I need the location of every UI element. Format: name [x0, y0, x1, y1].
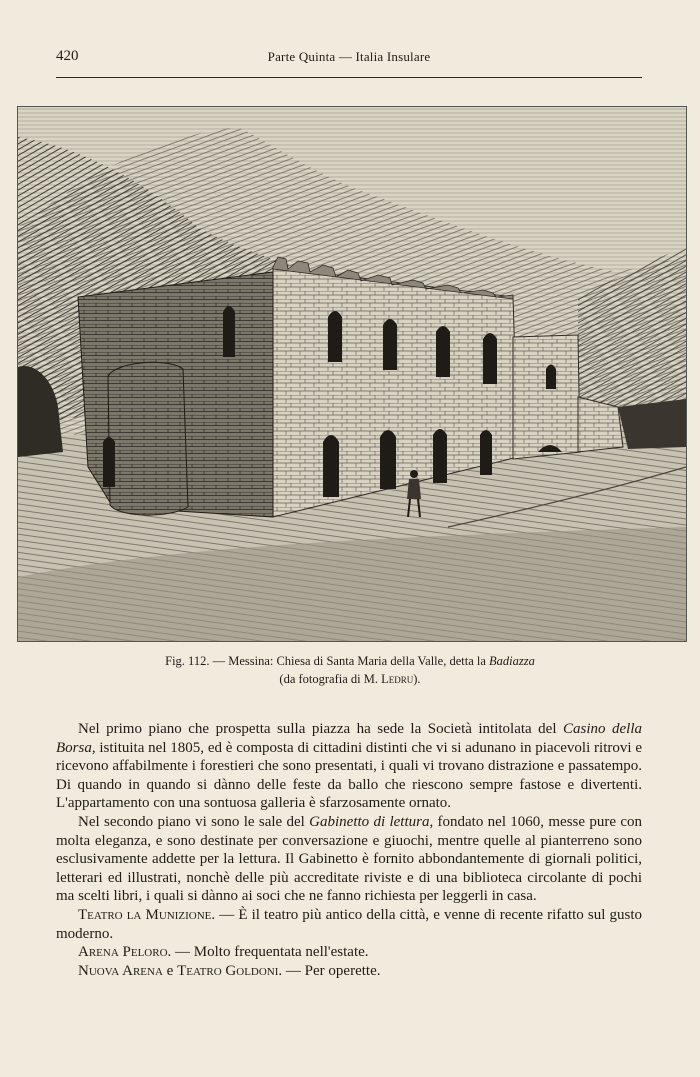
- paragraph-casino: [56, 720, 642, 813]
- page-number: 420: [56, 48, 79, 64]
- caption-italic: Badiazza: [489, 654, 535, 668]
- p5-mid: e: [162, 962, 178, 979]
- p3-text: — È il teatro più antico della città, e venne di recente rifatto sul gusto moderno.: [56, 906, 642, 942]
- p4-text: — Molto frequentata nell'estate.: [171, 944, 369, 961]
- p5-heading-2: Teatro Goldoni.: [177, 962, 283, 979]
- church-engraving: [18, 107, 686, 641]
- page-header: [56, 48, 642, 68]
- church-right-annex: [513, 335, 580, 459]
- caption-line-2: [80, 670, 620, 688]
- p2-text-b: , fondato nel 1060, messe pure con molta eleganza, e sono destinate per conversazione e giuochi, mentre quelle al pianterreno sono esclusivamente addette per la lettura. Il Gabinetto è fornito abbondantemente di giornali politici, letterari ed illustrati, nonchè delle più accreditate riviste e di una biblioteca circolante di pochi ma scelti libri, i quali si dànno ai soci che ne fanno richiesta per leggerli in casa.: [56, 813, 642, 905]
- p4-heading: Arena Peloro.: [78, 944, 172, 961]
- caption-credit-suffix: ).: [413, 672, 421, 686]
- engraving-illustration: [17, 106, 687, 642]
- header-rule: [56, 77, 642, 78]
- figure-caption: [80, 652, 620, 688]
- paragraph-teatro-munizione: [56, 906, 642, 943]
- caption-line-1: [80, 652, 620, 670]
- caption-text: Fig. 112. — Messina: Chiesa di Santa Maria della Valle, detta la: [165, 654, 490, 668]
- p2-italic: Gabinetto di lettura: [309, 813, 430, 830]
- right-trees: [618, 399, 686, 449]
- paragraph-arena-peloro: [56, 943, 642, 962]
- paragraph-gabinetto: [56, 813, 642, 906]
- body-text: [56, 720, 642, 980]
- round-tower: [108, 362, 188, 515]
- running-head: Parte Quinta — Italia Insulare: [267, 49, 431, 64]
- paragraph-nuova-arena: [56, 962, 642, 981]
- p1-text-a: Nel primo piano che prospetta sulla piazza ha sede la Società intitolata del: [78, 721, 563, 737]
- p1-text-b: , istituita nel 1805, ed è composta di cittadini distinti che vi si adunano in piacevoli ritrovi e ricevono affabilmente i forestieri che sono presentati, i quali vi trovano distrazione e passatempo. Di quando in quando si dànno delle feste da ballo che riescono sempre fastose e divertenti. L'appartamento con una sontuosa galleria è sfarzosamente ornato.: [56, 739, 642, 812]
- p5-heading-1: Nuova Arena: [78, 962, 163, 979]
- p5-text: — Per operette.: [282, 962, 381, 979]
- p2-text-a: Nel secondo piano vi sono le sale del: [78, 813, 310, 830]
- caption-credit-author: Ledru: [381, 672, 414, 686]
- p1-italic: Casino della Borsa: [56, 721, 642, 756]
- p3-heading: Teatro la Munizione.: [78, 906, 216, 923]
- caption-credit-prefix: (da fotografia di M.: [279, 672, 382, 686]
